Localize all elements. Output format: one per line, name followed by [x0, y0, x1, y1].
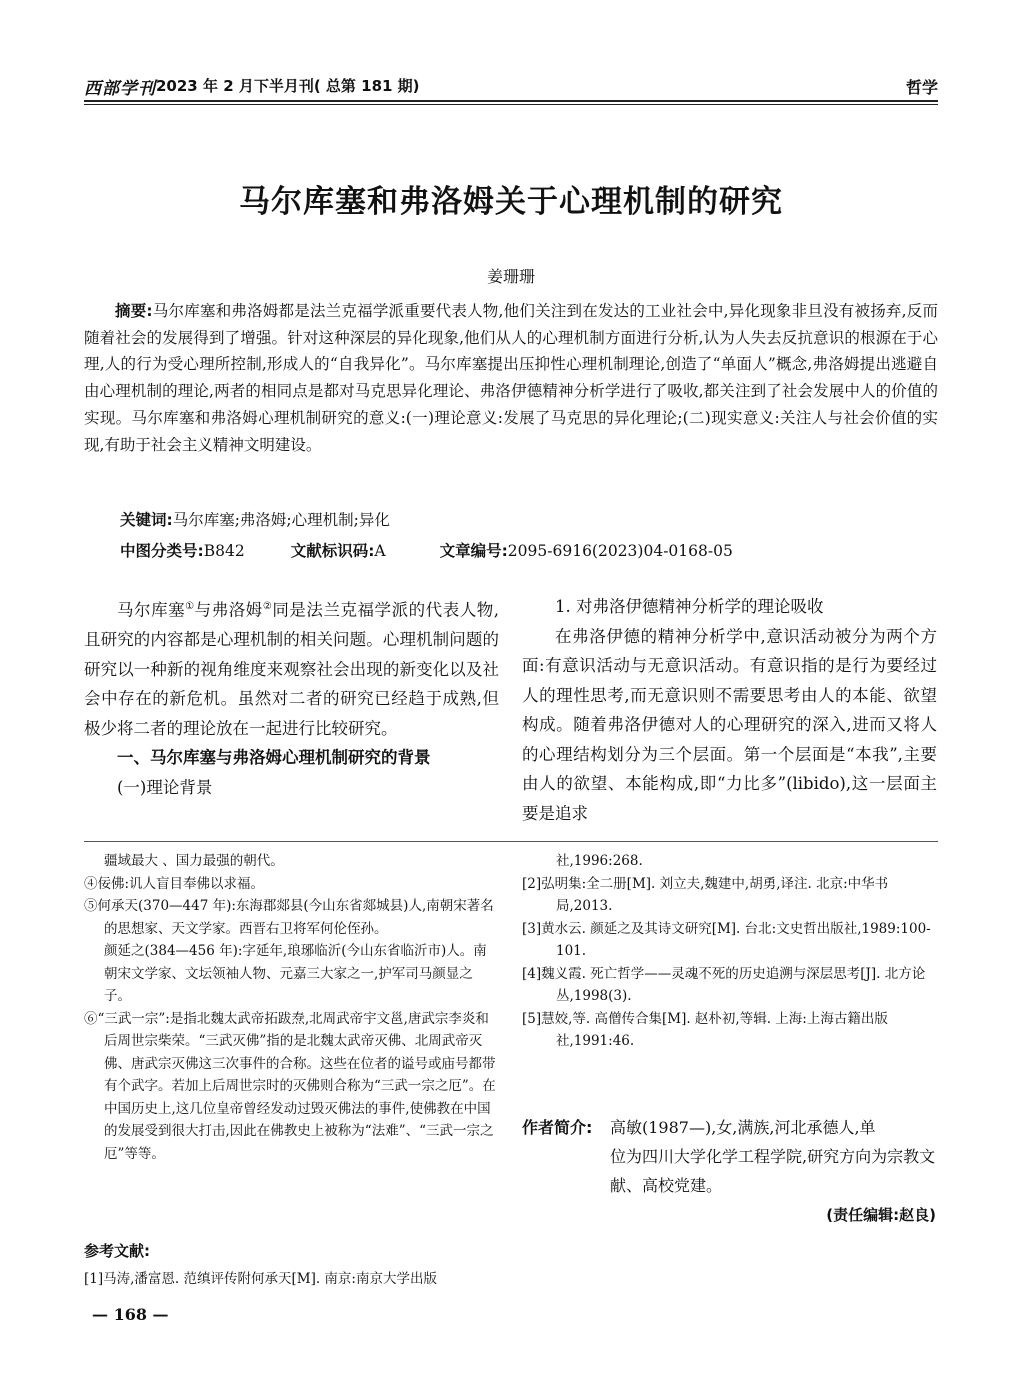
article-title: 马尔库塞和弗洛姆关于心理机制的研究 [239, 184, 783, 220]
doc-code-value: A [374, 542, 386, 560]
footnote-ref-1: ① [185, 601, 195, 612]
freud-paragraph: 在弗洛伊德的精神分析学中,意识活动被分为两个方面:有意识活动与无意识活动。有意识指的是行为要经过人的理性思考,而无意识则不需要思考由人的本能、欲望构成。随着弗洛伊德对人的心理研究的深入,进而又将人的心理结构划分为三个层面。第一个层面是“本我”,主要由人的欲望、本能构成,即“力比多”(libido),这一层面主要是追求 [522, 626, 937, 823]
author-bio [522, 1113, 937, 1200]
note-5: ⑤何承天(370—447 年):东海郡郯县(今山东省郯城县)人,南朝宋著名的思想家、天文学家。西晋右卫将军何伦侄孙。 [84, 898, 494, 937]
reference-3: [3]黄水云. 颜延之及其诗文研究[M]. 台北:文史哲出版社,1989:100-101. [522, 920, 931, 959]
reference-1-continued: 社,1996:268. [556, 853, 643, 869]
abstract-label: 摘要: [115, 302, 153, 320]
bio-rest: 位为四川大学化学工程学院,研究方向为宗教文献、高校党建。 [610, 1147, 936, 1195]
abstract [84, 298, 938, 458]
responsible-editor: (责任编辑:赵良) [826, 1206, 936, 1224]
article-number-value: 2095-6916(2023)04-0168-05 [507, 542, 733, 560]
clc-value: B842 [203, 542, 245, 560]
endnotes-left [84, 850, 499, 1165]
note-4: ④佞佛:讥人盲目奉佛以求福。 [84, 875, 265, 892]
reference-1: [1]马涛,潘富恩. 范缜评传附何承天[M]. 南京:南京大学出版 [84, 1271, 437, 1287]
keywords-text: 马尔库塞;弗洛姆;心理机制;异化 [172, 511, 390, 529]
doc-code-label: 文献标识码: [290, 542, 375, 560]
reference-5: [5]慧姣,等. 高僧传合集[M]. 赵朴初,等辑. 上海:上海古籍出版社,1991:46. [522, 1010, 888, 1049]
keywords [120, 508, 390, 530]
intro-paragraph: 马尔库塞①与弗洛姆②同是法兰克福学派的代表人物,且研究的内容都是心理机制的相关问题。心理机制问题的研究以一种新的视角维度来观察社会出现的新变化以及社会中存在的新危机。虽然对二者的研究已经趋于成熟,但极少将二者的理论放在一起进行比较研究。 [84, 600, 500, 738]
reference-4: [4]魏义霞. 死亡哲学——灵魂不死的历史追溯与深层思考[J]. 北方论丛,1998(3). [522, 965, 926, 1004]
footnote-ref-2: ② [262, 601, 273, 612]
header-rule-thin [84, 104, 938, 105]
running-header [84, 72, 938, 98]
section-heading-1: 一、马尔库塞与弗洛姆心理机制研究的背景 [117, 748, 431, 767]
bio-line-1: 高敏(1987—),女,满族,河北承德人,单 [610, 1118, 876, 1137]
keywords-label: 关键词: [120, 511, 173, 529]
note-continued: 疆域最大 、国力最强的朝代。 [104, 853, 284, 869]
journal-issue: 2023 年 2 月下半月刊( 总第 181 期) [156, 77, 420, 95]
references-right [522, 850, 937, 1053]
body-column-left [84, 592, 499, 802]
page-number: — 168 — [92, 1305, 169, 1324]
bio-label: 作者简介: [522, 1118, 593, 1137]
article-author: 姜珊珊 [486, 267, 535, 286]
note-6: ⑥“三武一宗”:是指北魏太武帝拓跋焘,北周武帝宇文邕,唐武宗李炎和后周世宗柴荣。“三武灭佛”指的是北魏太武帝灭佛、北周武帝灭佛、唐武宗灭佛这三次事件的合称。这些在位者的谥号或庙号都带有个武字。若加上后周世宗时的灭佛则合称为“三武一宗之厄”。在中国历史上,这几位皇帝曾经发动过毁灭佛法的事件,使佛教在中国的发展受到很大打击,因此在佛教史上被称为“法难”、“三武一宗之厄”等等。 [84, 1010, 496, 1162]
body-column-right [522, 592, 937, 828]
notes-divider [84, 841, 938, 842]
classification-line [120, 539, 733, 561]
references-heading: 参考文献: [84, 1242, 150, 1260]
section-name: 哲学 [905, 78, 938, 97]
subsubsection-heading-1: 1. 对弗洛伊德精神分析学的理论吸收 [555, 597, 824, 616]
reference-2: [2]弘明集:全二册[M]. 刘立夫,魏建中,胡勇,译注. 北京:中华书局,2013. [522, 875, 889, 914]
abstract-text: 马尔库塞和弗洛姆都是法兰克福学派重要代表人物,他们关注到在发达的工业社会中,异化现象非旦没有被扬弃,反而随着社会的发展得到了增强。针对这种深层的异化现象,他们从人的心理机制方面进行分析,认为人失去反抗意识的根源在于心理,人的行为受心理所控制,形成人的“自我异化”。马尔库塞提出压抑性心理机制理论,创造了“单面人”概念,弗洛姆提出逃避自由心理机制的理论,两者的相同点是都对马克思异化理论、弗洛伊德精神分析学进行了吸收,都关注到了社会发展中人的价值的实现。马尔库塞和弗洛姆心理机制研究的意义:(一)理论意义:发展了马克思的异化理论;(二)现实意义:关注人与社会价值的实现,有助于社会主义精神文明建设。 [84, 302, 938, 454]
header-rule [84, 100, 938, 102]
subsection-heading-1: (一)理论背景 [117, 777, 213, 797]
clc-label: 中图分类号: [120, 542, 204, 560]
journal-logo: 西部学刊 [84, 79, 156, 99]
article-number-label: 文章编号: [439, 542, 508, 560]
note-5-continued: 颜延之(384—456 年):字延年,琅琊临沂(今山东省临沂市)人。南朝宋文学家、文坛领袖人物、元嘉三大家之一,护军司马颜显之子。 [104, 943, 487, 1004]
